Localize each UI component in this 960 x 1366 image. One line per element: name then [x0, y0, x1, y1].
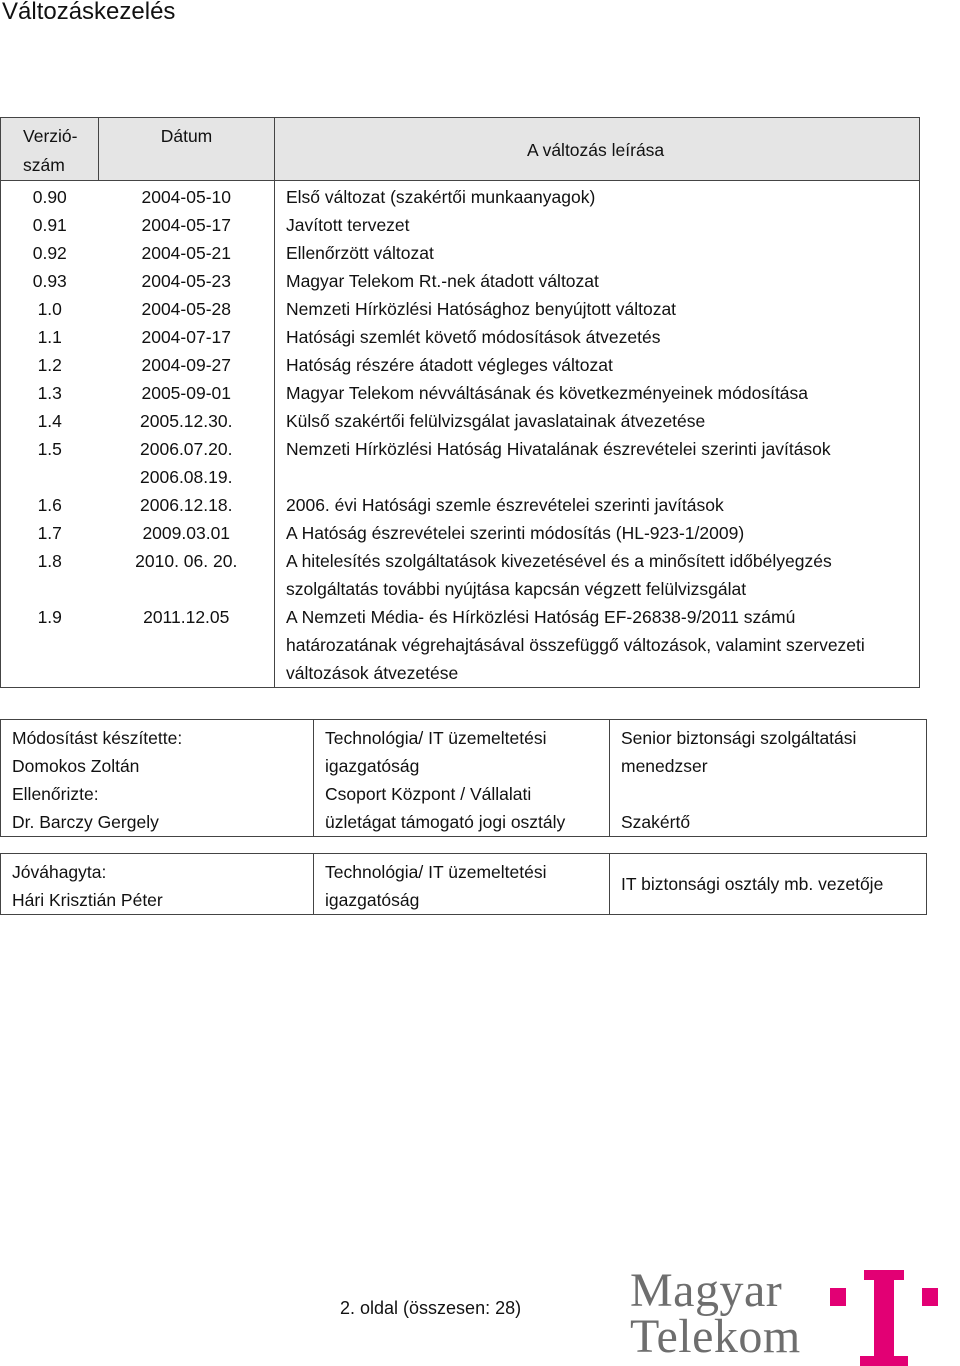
- revision-row: [1, 295, 920, 323]
- revision-description: Magyar Telekom névváltásának és következményeinek módosítása: [275, 379, 920, 407]
- revision-date: 2004-05-28: [99, 295, 275, 323]
- telekom-t-icon: [830, 1270, 960, 1366]
- revision-description: A Hatóság észrevételei szerinti módosítás (HL-923-1/2009): [275, 519, 920, 547]
- revision-version: 1.8: [1, 547, 99, 603]
- revision-description: A hitelesítés szolgáltatások kivezetésével és a minősített időbélyegzés szolgáltatás további nyújtása kapcsán végzett felülvizsgálat: [275, 547, 920, 603]
- checked-role: Szakértő: [621, 812, 691, 832]
- revision-date: 2006.12.18.: [99, 491, 275, 519]
- revision-version: 1.5: [1, 435, 99, 491]
- prepared-name: Domokos Zoltán: [12, 756, 140, 776]
- approved-org-cell: [314, 854, 610, 915]
- revision-description: Nemzeti Hírközlési Hatósághoz benyújtott változat: [275, 295, 920, 323]
- revision-date: 2004-09-27: [99, 351, 275, 379]
- revision-row: [1, 603, 920, 688]
- revision-date: 2010. 06. 20.: [99, 547, 275, 603]
- revision-version: 0.91: [1, 211, 99, 239]
- revision-description: Hatóság részére átadott végleges változat: [275, 351, 920, 379]
- revision-version: 1.4: [1, 407, 99, 435]
- page-number: 2. oldal (összesen: 28): [340, 1298, 522, 1318]
- revision-version: 1.2: [1, 351, 99, 379]
- revision-row: [1, 435, 920, 491]
- revision-date: 2005.12.30.: [99, 407, 275, 435]
- revision-date: 2004-05-10: [99, 181, 275, 212]
- revision-description: Hatósági szemlét követő módosítások átvezetés: [275, 323, 920, 351]
- revision-row: [1, 239, 920, 267]
- revision-history-table: [0, 117, 920, 688]
- revision-row: [1, 407, 920, 435]
- revision-row: [1, 547, 920, 603]
- approved-name: Hári Krisztián Péter: [12, 890, 163, 910]
- approved-label: Jóváhagyta:: [12, 862, 107, 882]
- revision-date: 2006.07.20. 2006.08.19.: [99, 435, 275, 491]
- prepared-label: Módosítást készítette:: [12, 728, 183, 748]
- revision-version: 0.92: [1, 239, 99, 267]
- revision-date: 2011.12.05: [99, 603, 275, 688]
- revision-date: 2004-07-17: [99, 323, 275, 351]
- revision-description: 2006. évi Hatósági szemle észrevételei szerinti javítások: [275, 491, 920, 519]
- revision-header-row: [1, 118, 920, 181]
- approval-table: [0, 719, 927, 915]
- prepared-checked-role-cell: [610, 720, 927, 837]
- prepared-org: Technológia/ IT üzemeltetési igazgatóság: [325, 728, 547, 776]
- prepared-checked-org-cell: [314, 720, 610, 837]
- revision-description: Nemzeti Hírközlési Hatóság Hivatalának észrevételei szerinti javítások: [275, 435, 920, 491]
- revision-version: 1.7: [1, 519, 99, 547]
- revision-row: [1, 379, 920, 407]
- checked-label: Ellenőrizte:: [12, 784, 99, 804]
- revision-row: [1, 267, 920, 295]
- revision-row: [1, 351, 920, 379]
- revision-date: 2004-05-17: [99, 211, 275, 239]
- approval-row-approved: [1, 854, 927, 915]
- revision-version: 0.90: [1, 181, 99, 212]
- revision-row: [1, 491, 920, 519]
- approval-row-prepared-checked: [1, 720, 927, 837]
- logo-line-2: Telekom: [630, 1310, 801, 1363]
- approved-role-cell: [610, 854, 927, 915]
- revision-description: Ellenőrzött változat: [275, 239, 920, 267]
- revision-description: Külső szakértői felülvizsgálat javaslatainak átvezetése: [275, 407, 920, 435]
- revision-description: Magyar Telekom Rt.-nek átadott változat: [275, 267, 920, 295]
- revision-description: Javított tervezet: [275, 211, 920, 239]
- revision-date: 2004-05-23: [99, 267, 275, 295]
- revision-version: 1.3: [1, 379, 99, 407]
- revision-row: [1, 323, 920, 351]
- checked-name: Dr. Barczy Gergely: [12, 812, 159, 832]
- checked-org: Csoport Központ / Vállalati üzletágat támogató jogi osztály: [325, 784, 566, 832]
- approved-person-cell: [1, 854, 314, 915]
- page-title: Változáskezelés: [2, 0, 176, 25]
- revision-date: 2004-05-21: [99, 239, 275, 267]
- approved-org: Technológia/ IT üzemeltetési igazgatóság: [325, 862, 547, 910]
- revision-date: 2005-09-01: [99, 379, 275, 407]
- revision-version: 1.6: [1, 491, 99, 519]
- revision-version: 1.0: [1, 295, 99, 323]
- header-description: A változás leírása: [275, 118, 920, 181]
- revision-version: 1.1: [1, 323, 99, 351]
- revision-row: [1, 519, 920, 547]
- revision-rows: [1, 181, 920, 688]
- revision-row: [1, 211, 920, 239]
- revision-description: A Nemzeti Média- és Hírközlési Hatóság EF-26838-9/2011 számú határozatának végrehajtásával összefüggő változások, valamint szervezeti változások átvezetése: [275, 603, 920, 688]
- prepared-checked-person-cell: [1, 720, 314, 837]
- logo-line-1: Magyar: [630, 1264, 783, 1317]
- header-version: Verzió- szám: [1, 118, 99, 181]
- revision-version: 1.9: [1, 603, 99, 688]
- revision-version: 0.93: [1, 267, 99, 295]
- logo-wordmark: [630, 1264, 801, 1363]
- approved-role: IT biztonsági osztály mb. vezetője: [621, 874, 884, 894]
- revision-date: 2009.03.01: [99, 519, 275, 547]
- magyar-telekom-logo: [630, 1264, 960, 1366]
- revision-row: [1, 181, 920, 212]
- revision-description: Első változat (szakértői munkaanyagok): [275, 181, 920, 212]
- prepared-role: Senior biztonsági szolgáltatási menedzser: [621, 728, 857, 776]
- approval-gap: [1, 837, 927, 854]
- header-date: Dátum: [99, 118, 275, 181]
